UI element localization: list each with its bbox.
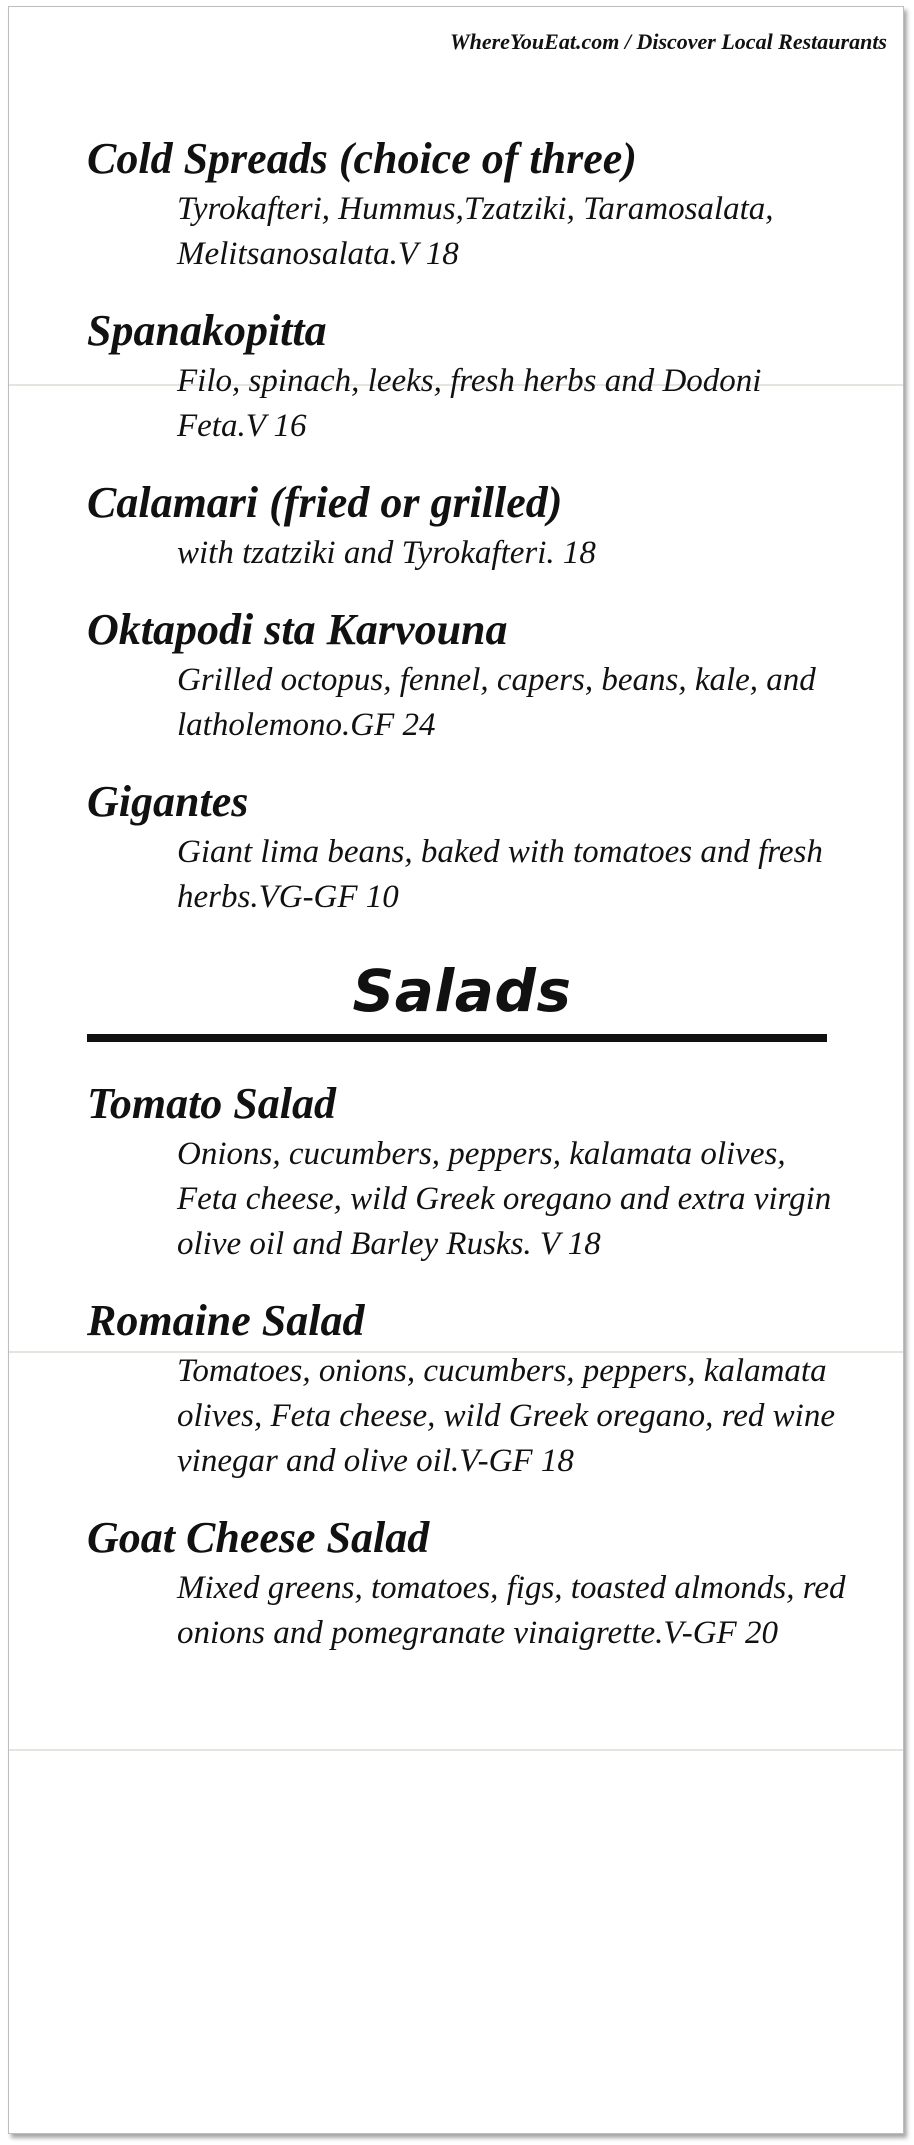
item-description: with tzatziki and Tyrokafteri. 18 xyxy=(177,535,596,571)
menu-content xyxy=(87,133,847,1684)
menu-item xyxy=(87,133,847,277)
menu-item xyxy=(87,305,847,449)
section-divider xyxy=(87,1034,827,1042)
item-description: Giant lima beans, baked with tomatoes and fresh herbs.VG-GF 10 xyxy=(177,834,823,915)
item-description: Tomatoes, onions, cucumbers, peppers, kalamata olives, Feta cheese, wild Greek oregano, red wine vinegar and olive oil.V-GF 18 xyxy=(177,1353,835,1479)
menu-item xyxy=(87,604,847,748)
menu-item xyxy=(87,776,847,920)
item-name: Goat Cheese Salad xyxy=(87,1513,430,1562)
menu-item xyxy=(87,1078,847,1267)
section-title-salads: Salads xyxy=(352,957,572,1025)
item-description: Mixed greens, tomatoes, figs, toasted almonds, red onions and pomegranate vinaigrette.V-GF 20 xyxy=(177,1570,846,1651)
fold-line xyxy=(9,1749,903,1751)
item-name: Tomato Salad xyxy=(87,1079,336,1128)
item-description: Grilled octopus, fennel, capers, beans, kale, and latholemono.GF 24 xyxy=(177,662,816,743)
item-description: Filo, spinach, leeks, fresh herbs and Dodoni Feta.V 16 xyxy=(177,363,762,444)
item-name: Oktapodi sta Karvouna xyxy=(87,605,508,654)
menu-item xyxy=(87,477,847,576)
item-name: Spanakopitta xyxy=(87,306,327,355)
menu-item xyxy=(87,1512,847,1656)
item-name: Calamari (fried or grilled) xyxy=(87,478,563,527)
item-name: Cold Spreads (choice of three) xyxy=(87,134,637,183)
menu-item xyxy=(87,1295,847,1484)
menu-page xyxy=(8,6,904,2134)
item-name: Romaine Salad xyxy=(87,1296,365,1345)
site-header: WhereYouEat.com / Discover Local Restaurants xyxy=(450,29,887,54)
item-name: Gigantes xyxy=(87,777,249,826)
item-description: Tyrokafteri, Hummus,Tzatziki, Taramosalata, Melitsanosalata.V 18 xyxy=(177,191,774,272)
item-description: Onions, cucumbers, peppers, kalamata olives, Feta cheese, wild Greek oregano and extra virgin olive oil and Barley Rusks. V 18 xyxy=(177,1136,832,1262)
